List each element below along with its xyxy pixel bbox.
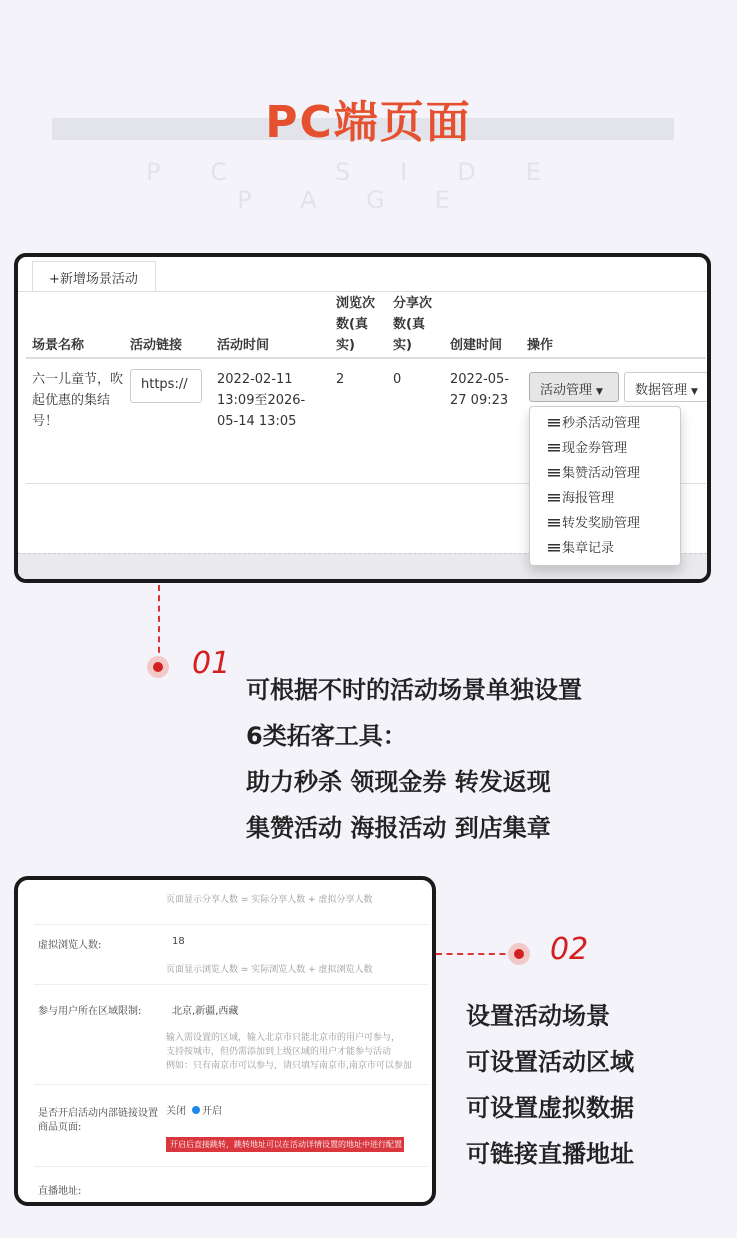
point2-line-2: 可设置活动区域 bbox=[466, 1048, 634, 1076]
menu-item-label: 转发奖励管理 bbox=[562, 516, 641, 531]
link-note-banner: 开启后直接跳转，跳转地址可以在活动详情设置的地址中进行配置 bbox=[166, 1137, 404, 1152]
internal-link-label: 是否开启活动内部链接设置 bbox=[38, 1108, 158, 1119]
list-icon bbox=[548, 469, 560, 478]
region-hint-1: 输入需设置的区域，输入北京市只能北京市的用户可参与， bbox=[166, 1033, 401, 1043]
point1-line-1: 可根据不时的活动场景单独设置 bbox=[246, 676, 582, 704]
data-manage-button[interactable] bbox=[624, 372, 711, 402]
form-divider bbox=[34, 1166, 428, 1167]
point2-line-3: 可设置虚拟数据 bbox=[466, 1094, 634, 1122]
marker-dot-1 bbox=[147, 656, 169, 678]
tab-divider bbox=[18, 291, 707, 292]
column-header-created: 创建时间 bbox=[450, 338, 503, 353]
row-views: 2 bbox=[336, 372, 345, 387]
menu-item-forward-reward[interactable] bbox=[530, 511, 680, 536]
menu-item-likes[interactable] bbox=[530, 461, 680, 486]
product-page-label: 商品页面: bbox=[38, 1122, 82, 1133]
data-manage-label: 数据管理 bbox=[635, 383, 688, 398]
radio-off-label: 关闭 bbox=[166, 1106, 186, 1117]
list-icon bbox=[548, 419, 560, 428]
form-divider bbox=[34, 984, 428, 985]
menu-item-seckill[interactable] bbox=[530, 411, 680, 436]
connector-line-2 bbox=[436, 953, 516, 955]
radio-on-icon bbox=[192, 1106, 200, 1114]
region-limit-input[interactable]: 北京,新疆,西藏 bbox=[172, 1006, 239, 1017]
point1-line-4: 集赞活动 海报活动 到店集章 bbox=[246, 814, 551, 842]
point-number-1: 01 bbox=[192, 646, 231, 681]
page-subtitle: PC SIDE PAGE bbox=[146, 158, 591, 214]
column-header-actions: 操作 bbox=[527, 338, 554, 353]
column-header-link: 活动链接 bbox=[130, 338, 183, 353]
region-limit-label: 参与用户所在区域限制: bbox=[38, 1006, 142, 1017]
activity-manage-label: 活动管理 bbox=[540, 383, 593, 398]
internal-link-toggle[interactable] bbox=[166, 1102, 222, 1117]
list-icon bbox=[548, 494, 560, 503]
menu-item-stamp-record[interactable] bbox=[530, 536, 680, 561]
page-title: PC端页面 bbox=[265, 97, 472, 148]
menu-item-poster[interactable] bbox=[530, 486, 680, 511]
column-header-name: 场景名称 bbox=[32, 338, 85, 353]
settings-form-card bbox=[14, 876, 436, 1206]
activity-link-input[interactable]: https:// bbox=[130, 369, 202, 403]
menu-item-label: 秒杀活动管理 bbox=[562, 416, 641, 431]
point1-line-2: 6类拓客工具： bbox=[246, 722, 407, 750]
activity-manage-menu bbox=[529, 406, 681, 566]
row-name: 六一儿童节，吹起优惠的集结号！ bbox=[32, 372, 124, 429]
menu-item-coupon[interactable] bbox=[530, 436, 680, 461]
point2-line-4: 可链接直播地址 bbox=[466, 1140, 634, 1168]
row-shares: 0 bbox=[393, 372, 402, 387]
column-header-shares: 分享次数(真实) bbox=[393, 296, 433, 353]
marker-dot-2 bbox=[508, 943, 530, 965]
virtual-views-input[interactable]: 18 bbox=[172, 936, 185, 947]
form-divider bbox=[34, 924, 428, 925]
activity-table-card bbox=[14, 253, 711, 583]
menu-item-label: 集章记录 bbox=[562, 541, 615, 556]
caret-down-icon: ▼ bbox=[691, 387, 698, 397]
column-header-time: 活动时间 bbox=[217, 338, 270, 353]
radio-on-label: 开启 bbox=[202, 1106, 222, 1117]
live-url-label: 直播地址: bbox=[38, 1186, 82, 1197]
new-activity-tab[interactable]: +新增场景活动 bbox=[32, 261, 156, 291]
menu-item-label: 海报管理 bbox=[562, 491, 615, 506]
caret-down-icon: ▼ bbox=[596, 387, 603, 397]
list-icon bbox=[548, 519, 560, 528]
form-divider bbox=[34, 1084, 428, 1085]
column-header-views: 浏览次数(真实) bbox=[336, 296, 376, 353]
region-hint-2: 支持按城市，但仍需添加到上级区域的用户才能参与活动 bbox=[166, 1047, 392, 1057]
row-time: 2022-02-11 13:09至2026-05-14 13:05 bbox=[217, 372, 306, 429]
point1-line-3: 助力秒杀 领现金券 转发返现 bbox=[246, 768, 551, 796]
point-number-2: 02 bbox=[550, 932, 589, 967]
region-hint-3: 例如：只有南京市可以参与，请只填写南京市,南京市可以参加 bbox=[166, 1061, 412, 1071]
point2-line-1: 设置活动场景 bbox=[466, 1002, 610, 1030]
header-divider bbox=[26, 357, 706, 359]
share-hint: 页面显示分享人数 = 实际分享人数 + 虚拟分享人数 bbox=[166, 895, 373, 905]
activity-manage-button[interactable] bbox=[529, 372, 619, 402]
virtual-views-label: 虚拟浏览人数: bbox=[38, 940, 102, 951]
row-created: 2022-05-27 09:23 bbox=[450, 372, 510, 408]
menu-item-label: 现金券管理 bbox=[562, 441, 628, 456]
views-hint: 页面显示浏览人数 = 实际浏览人数 + 虚拟浏览人数 bbox=[166, 965, 373, 975]
list-icon bbox=[548, 544, 560, 553]
list-icon bbox=[548, 444, 560, 453]
menu-item-label: 集赞活动管理 bbox=[562, 466, 641, 481]
connector-line-1 bbox=[158, 585, 160, 663]
